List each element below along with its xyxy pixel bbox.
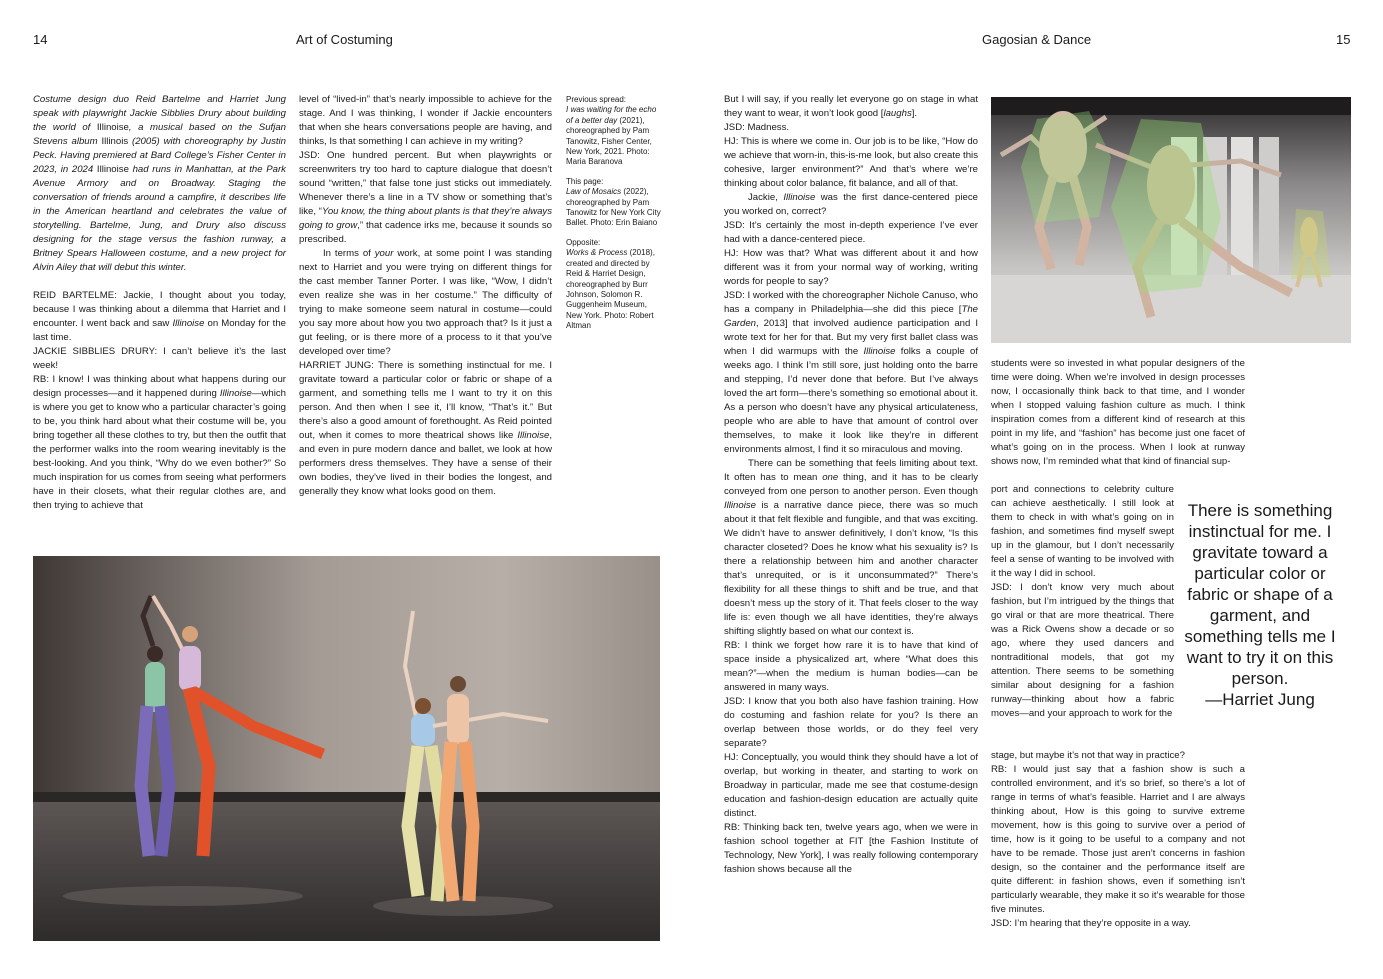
paragraph-rb-4: RB: Thinking back ten, twelve years ago, when we were in fashion school together at FIT [the Fashion Institute of Technology, New York], I was really following contemporary fashion shows because all the [724, 822, 978, 875]
column-4-top [991, 357, 1245, 469]
paragraph-jsd-1: JACKIE SIBBLIES DRURY: I can’t believe it’s the last week! [33, 346, 286, 371]
paragraph-jsd-4: JSD: Madness. [724, 122, 790, 133]
paragraph-jsd-2: JSD: One hundred percent. But when playwrights or screenwriters try too hard to capture dialogue that doesn’t sound “written,” that false tone just sticks out immediately. Whenever there’s a line in a TV show or something that’s like, “You know, the thing about plants is that they’re always going to grow,” that cadence irks me, because it sounds so prescribed. [299, 150, 552, 245]
paragraph-rb-5: RB: I would just say that a fashion show is such a controlled environment, and it’s so brief, so there’s a lot of range in terms of what’s feasible. Harriet and I are always thinking about, How is this going to survive extreme movement, how is this going to survive over a period of time, how is it going to be useful to a company and not have to be remade. Those just aren’t concerns in fashion design, so the container and the performance itself are quite different: in fashion shows, even if something isn’t particularly wearable, they make it so it’s wearable for those five minutes. [991, 764, 1245, 915]
column-3 [724, 93, 978, 877]
page-number-right: 15 [1336, 32, 1351, 47]
paragraph-rb-3: RB: I think we forget how rare it is to have that kind of space inside a physicalized art, where “What does this mean?”—when the medium is human bodies—can be answered in many ways. [724, 640, 978, 693]
pull-quote-attribution: —Harriet Jung [1205, 690, 1315, 709]
caption-previous-spread: Previous spread: I was waiting for the echo of a better day (2021), choreographed by Pam Tanowitz, Fisher Center, New York, 2021. Photo: Maria Baranova [566, 95, 657, 167]
pull-quote [1182, 500, 1338, 710]
paragraph-jsd-9-continued: stage, but maybe it’s not that way in practice? [991, 750, 1185, 761]
column-4-bottom [991, 749, 1245, 931]
photo-captions [566, 95, 662, 341]
caption-opposite: Opposite: Works & Process (2018), created and directed by Reid & Harriet Design, choreographed by Burr Johnson, Solomon R. Guggenheim Museum, New York. Photo: Robert Altman [566, 237, 655, 331]
paragraph-continued: level of “lived-in” that’s nearly impossible to achieve for the stage. And I was thinking, I wonder if Jackie encounters that when she hears conversations people are having, and thinks, Is that something I can achieve in my writing? [299, 94, 552, 147]
caption-this-page: This page: Law of Mosaics (2022), choreographed by Pam Tanowitz for New York City Ballet. Photo: Erin Baiano [566, 176, 661, 228]
page-number-left: 14 [33, 32, 48, 47]
paragraph-continued-2: But I will say, if you really let everyone go on stage in what they want to wear, it won’t look good [laughs]. [724, 94, 978, 119]
paragraph-rb-4-continued: students were so invested in what popular designers of the time were doing. When we’re involved in design processes now, I occasionally think back to that time, and I wonder when I stopped valuing fashion culture as much. I think inspiration comes from a different kind of research at this point in my life, and “fashion” has become just one facet of what’s going on in the process. When I look at runway shows now, I’m reminded what that kind of financial sup- [991, 358, 1245, 467]
paragraph-hj-4: HJ: How was that? What was different about it and how different was it from your normal way of working, writing words for people to say? [724, 248, 978, 287]
paragraph-hj-1: HARRIET JUNG: There is something instinctual for me. I gravitate toward a particular color or fabric or shape of a garment, and something tells me I want to try it on this person. And then when I see it, I’ll know, “That’s it.” But there’s also a good amount of forethought. As Reid pointed out, when it comes to more theatrical shows like Illinoise, and even in pure modern dance and ballet, we look at how performers dress themselves. They have a sense of their own bodies, they’ve lived in their bodies the longest, and generally they know what looks good on them. [299, 360, 552, 497]
paragraph-rb-1: REID BARTELME: Jackie, I thought about you today, because I was thinking about a dilemma that Harriet and I encounter. I went back and saw Illinoise on Monday for the last time. [33, 290, 287, 343]
column-4-narrow [991, 483, 1174, 721]
running-head-right: Gagosian & Dance [982, 32, 1092, 47]
paragraph-jsd-9: JSD: I don’t know very much about fashion, but I’m intrigued by the things that go viral or that are more theatrical. There was a Rick Owens show a decade or so ago, where they used dancers and nontraditional models, that got my attention. There seems to be something similar about designing for a fashion runway—thinking about how a fabric moves—and your approach to work for the [991, 582, 1174, 719]
paragraph-jsd-6: JSD: I worked with the choreographer Nichole Canuso, who has a company in Philadelphia—she did this piece [The Garden, 2013] that involved audience participation and I wrote text for her for that. But my very first ballet class was when I did warmups with the Illinoise folks a couple of weeks ago. I think I’m still sore, just holding onto the barre and stepping, I’d never done that before. But I’ve always loved the art form—there’s something so emotional about it. As a person who doesn’t have any physical articulateness, people who are able to have that amount of control over themselves, to make it look like they’re in different environments almost, I find it so miraculous and moving. [724, 290, 978, 455]
pull-quote-text: There is something instinctual for me. I gravitate toward a particular color or fabric or shape of a garment, and something tells me I want to try it on this person. [1184, 501, 1336, 688]
paragraph-rb-2: RB: I know! I was thinking about what happens during our design processes—and it happened during Illinoise—which is where you get to know who a particular character’s going to be, you think hard about what their costume will be, you bring together all these clothes to try, but then the outfit that the performer walks into the room wearing inevitably is the best-looking. And you think, “Why do we even bother?” So much inspiration for us comes from seeing what performers have in their closets, what their regular clothes are, and then trying to achieve that [33, 374, 286, 511]
paragraph-rb-4-narrow: port and connections to celebrity culture can achieve aesthetically. I still look at them to check in with what’s going on in fashion, and sometimes find myself swept up in the glamour, but I don’t necessarily feel a sense of wanting to be involved with it the way I did in school. [991, 484, 1174, 579]
paragraph-hj-5: HJ: Conceptually, you would think they should have a lot of overlap, but working in theater, and starting to work on Broadway in particular, made me see that costume-design education and fashion-design education are actually quite distinct. [724, 752, 978, 819]
running-head-left: Art of Costuming [296, 32, 393, 47]
paragraph-jsd-5: JSD: It’s certainly the most in-depth experience I’ve ever had with a dance-centered piece. [724, 220, 978, 245]
paragraph-jsd-8: JSD: I know that you both also have fashion training. How do costuming and fashion relate for you? Is there an overlap between those worlds, or do they feel very separate? [724, 696, 978, 749]
paragraph-hj-3: Jackie, Illinoise was the first dance-centered piece you worked on, correct? [724, 192, 978, 217]
column-1 [33, 93, 286, 513]
paragraph-hj-2: HJ: This is where we come in. Our job is to be like, “How do we achieve that worn-in, this-is-me look, but also create this cohesive, larger environment?” And that’s where we’re thinking about color balance, fit balance, and all of that. [724, 136, 978, 189]
dance-photo-works-and-process [991, 97, 1351, 343]
dance-photo-law-of-mosaics [33, 556, 660, 941]
paragraph-jsd-3: In terms of your work, at some point I was standing next to Harriet and you were trying on different things for the cast member Tanner Porter. I was like, “Wow, I didn’t even realize she was in her costume.” The difficulty of trying to make someone seem natural in costume—could you say more about how you two approach that? Is it just a gut feeling, or is there more of a process to it that you’ve developed over time? [299, 248, 552, 357]
paragraph-jsd-10: JSD: I’m hearing that they’re opposite in a way. [991, 918, 1191, 929]
intro-paragraph: Costume design duo Reid Bartelme and Harriet Jung speak with playwright Jackie Sibblies Drury about building the world of Illinoise, a musical based on the Sufjan Stevens album Illinois (2005) with choreography by Justin Peck. Having premiered at Bard College’s Fisher Center in 2023, in 2024 Illinoise had runs in Manhattan, at the Park Avenue Armory and on Broadway. Staging the conversation of friends around a campfire, it describes life in the American heartland and celebrates the value of storytelling. Bartelme, Jung, and Drury also discuss designing for the stage versus the fashion runway, a Britney Spears Halloween costume, and a new project for Alvin Ailey that will debut this winter. [33, 94, 286, 273]
column-2 [299, 93, 552, 499]
paragraph-jsd-7: There can be something that feels limiting about text. It often has to mean one thing, and it has to be clearly conveyed from one person to another person. Even though Illinoise is a narrative dance piece, there was so much about it that felt flexible and fungible, and that was exciting. We didn’t have to answer definitively, I don’t know, “Is this character closeted? Does he know what his sexuality is? Is there a relationship between him and another character that’s unrequited, or is it unconsummated?” There’s flexibility for all these things to shift and be true, and that doesn’t mess up the story of it. That feels closer to the way life is: even though we all have identities, they’re always shifting slightly based on what our context is. [724, 458, 978, 637]
